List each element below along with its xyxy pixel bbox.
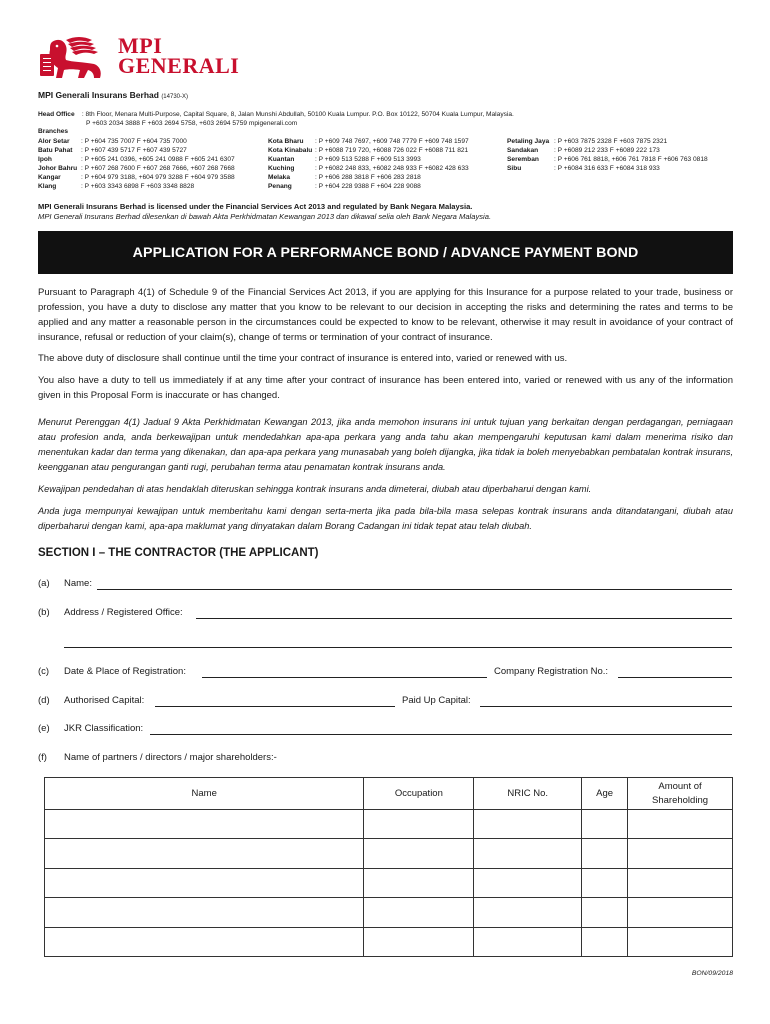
field-label: Name of partners / directors / major shareholders:- [64,752,277,763]
disclosure-paragraph-3: You also have a duty to tell us immediately if at any time after your contract of insurance has been entered into, varied or renewed with us any of the information given in this Proposal Form is inaccurate or has changed. [38,375,733,401]
branch-contact: : P +607 439 5717 F +607 439 5727 [81,147,187,154]
branch-row [38,182,235,191]
field-row-partners [38,752,733,766]
cell-nric[interactable] [474,868,582,897]
disclosure-malay-paragraph-2: Kewajipan pendedahan di atas hendaklah diteruskan sehingga kontrak insurans anda dimeterai, diubah atau diperbaharui dengan kami. [38,484,592,494]
branch-contact: : P +603 3343 6898 F +603 3348 8828 [81,183,195,190]
branch-contact: : P +604 735 7007 F +604 735 7000 [81,138,187,145]
table-row [45,868,733,897]
branch-contact: : P +6088 719 720, +6088 726 022 F +6088 711 821 [315,147,469,154]
cell-occupation[interactable] [364,898,474,927]
form-code: BON/09/2018 [691,970,733,977]
authorised-capital-input-line[interactable] [155,706,395,707]
cell-shareholding[interactable] [628,810,733,839]
branch-name: Petaling Jaya [507,138,550,145]
field-key: (e) [38,723,50,734]
disclosure-malay-paragraph-3: Anda juga mempunyai kewajipan untuk memberitahu kami dengan serta-merta jika pada bila-bila masa selepas kontrak insurans anda ditandatangani, diubah atau diperbaharui dengan kami, apa-apa maklumat yang dinyatakan dalam Borang Cadangan ini tidak tepat atau telah diubah. [38,506,733,531]
branch-name: Kangar [38,174,61,181]
field-label-paid-up: Paid Up Capital: [402,695,471,706]
cell-occupation[interactable] [364,868,474,897]
field-key: (f) [38,752,47,763]
branch-contact: : P +6084 316 633 F +6084 318 933 [554,165,660,172]
cell-name[interactable] [45,839,364,868]
column-header-name: Name [45,778,364,810]
cell-shareholding[interactable] [628,898,733,927]
branch-contact: : P +609 513 5288 F +609 513 3993 [315,156,421,163]
branch-row [38,137,235,146]
branch-contact: : P +607 268 7600 F +607 268 7666, +607 268 7668 [81,165,235,172]
field-label: Authorised Capital: [64,695,145,706]
branch-name: Johor Bahru [38,165,78,172]
shareholders-table [44,777,733,957]
branch-row [507,155,708,164]
branches-column-3 [507,137,708,173]
address-input-line[interactable] [196,618,732,619]
branch-contact: : P +6089 212 233 F +6089 222 173 [554,147,660,154]
branch-name: Batu Pahat [38,147,73,154]
branch-row [507,146,708,155]
branch-name: Sibu [507,165,522,172]
branch-row [268,146,469,155]
branches-column-2 [268,137,469,191]
license-statement [38,202,491,221]
branch-contact: : P +605 241 0396, +605 241 0988 F +605 241 6307 [81,156,235,163]
head-office-address: : 8th Floor, Menara Multi-Purpose, Capital Square, 8, Jalan Munshi Abdullah, 50100 Kuala Lumpur. P.O. Box 10122, 50704 Kuala Lumpur, Malaysia. [81,111,514,118]
column-header-nric: NRIC No. [474,778,582,810]
license-english: MPI Generali Insurans Berhad is licensed under the Financial Services Act 2013 and regulated by Bank Negara Malaysia. [38,202,473,211]
cell-age[interactable] [582,927,628,956]
logo-line-2: GENERALI [118,53,240,78]
head-office-label: Head Office [38,111,75,118]
cell-occupation[interactable] [364,927,474,956]
cell-shareholding[interactable] [628,868,733,897]
cell-age[interactable] [582,839,628,868]
cell-shareholding[interactable] [628,839,733,868]
form-title: APPLICATION FOR A PERFORMANCE BOND / ADVANCE PAYMENT BOND [132,244,639,261]
field-key: (a) [38,578,50,589]
table-row [45,898,733,927]
branch-name: Sandakan [507,147,539,154]
disclosure-paragraph-2: The above duty of disclosure shall continue until the time your contract of insurance is entered into, varied or renewed with us. [38,353,568,364]
cell-shareholding[interactable] [628,927,733,956]
cell-nric[interactable] [474,898,582,927]
cell-name[interactable] [45,868,364,897]
cell-name[interactable] [45,898,364,927]
field-label: JKR Classification: [64,723,144,734]
cell-nric[interactable] [474,927,582,956]
field-key: (b) [38,607,50,618]
logo-line-1: MPI [118,33,163,58]
branch-contact: : P +609 748 7697, +609 748 7779 F +609 748 1597 [315,138,469,145]
branch-name: Alor Setar [38,138,70,145]
table-header-row [45,778,733,810]
logo-wordmark [118,33,240,78]
field-key: (d) [38,695,50,706]
disclosure-malay-paragraph-1: Menurut Perenggan 4(1) Jadual 9 Akta Perkhidmatan Kewangan 2013, jika anda memohon insurans ini untuk tujuan yang berkaitan dengan perdagangan, perniagaan atau profesion anda, anda berkewajipan untuk mendedahkan apa-apa perkara yang anda tahu akan mempengaruhi keputusan kami dalam menerima risiko dan menentukan kadar dan terma yang dikenakan, dan apa-apa perkara yang munasabah yang boleh dijangka, jika tidak ia boleh menyebabkan pembatalan kontrak insurans, keengganan atau pengurangan ganti rugi, perubahan terma atau penamatan kontrak insurans anda. [38,417,733,472]
disclosure-paragraph-1: Pursuant to Paragraph 4(1) of Schedule 9 of the Financial Services Act 2013, if you are applying for this Insurance for a purpose related to your trade, business or profession, you have a duty to disclose any matter that you know to be relevant to our decision in accepting the risks and determining the rates and terms to be applied and any matter a reasonable person in the circumstances could be expected to know to be relevant, otherwise it may result in avoidance of your contract of insurance, refusal or reduction of your claim(s), change of terms or termination of your contract of insurance. [38,287,733,343]
branch-contact: : P +606 288 3818 F +606 283 2818 [315,174,421,181]
field-key: (c) [38,666,50,677]
company-name [38,90,188,100]
branch-row [38,173,235,182]
section-heading: SECTION I – THE CONTRACTOR (THE APPLICANT) [38,547,319,559]
branch-row [38,146,235,155]
company-reg-no: (14730-X) [161,94,188,100]
branch-name: Penang [268,183,292,190]
branch-contact: : P +606 761 8818, +606 761 7818 F +606 763 0818 [554,156,708,163]
column-header-shareholding: Amount of Shareholding [628,778,733,810]
column-header-age: Age [582,778,628,810]
table-row [45,839,733,868]
branch-name: Seremban [507,156,539,163]
branch-contact: : P +6082 248 833, +6082 248 933 F +6082 428 633 [315,165,469,172]
cell-nric[interactable] [474,839,582,868]
company-name-text: MPI Generali Insurans Berhad [38,90,159,100]
table-row [45,927,733,956]
branch-name: Ipoh [38,156,52,163]
branch-contact: : P +604 228 9388 F +604 228 9088 [315,183,421,190]
cell-age[interactable] [582,868,628,897]
winged-lion-icon [38,34,114,80]
column-header-occupation: Occupation [364,778,474,810]
branch-row [268,137,469,146]
branch-row [38,164,235,173]
jkr-classification-input-line[interactable] [150,734,732,735]
branch-name: Kota Bharu [268,138,304,145]
branch-row [507,137,708,146]
branch-row [268,182,469,191]
branch-row [268,164,469,173]
branch-name: Klang [38,183,57,190]
cell-occupation[interactable] [364,810,474,839]
table-row [45,810,733,839]
branch-contact: : P +603 7875 2328 F +603 7875 2321 [554,138,668,145]
head-office-block [38,110,738,128]
branch-row [268,173,469,182]
field-label: Address / Registered Office: [64,607,183,618]
branch-name: Melaka [268,174,290,181]
mpi-generali-logo [38,34,238,80]
branch-name: Kuantan [268,156,295,163]
paid-up-capital-input-line[interactable] [480,706,732,707]
cell-age[interactable] [582,810,628,839]
branch-row [507,164,708,173]
branch-name: Kota Kinabalu [268,147,313,154]
address-input-line-2[interactable] [64,647,732,648]
branches-column-1 [38,137,235,191]
branches-label: Branches [38,128,69,135]
cell-age[interactable] [582,898,628,927]
branch-row [268,155,469,164]
name-input-line[interactable] [97,589,732,590]
registration-date-place-input-line[interactable] [202,677,487,678]
branch-contact: : P +604 979 3188, +604 979 3288 F +604 979 3588 [81,174,235,181]
cell-name[interactable] [45,810,364,839]
form-title-banner [38,231,733,274]
license-malay: MPI Generali Insurans Berhad dilesenkan di bawah Akta Perkhidmatan Kewangan 2013 dan dikawal selia oleh Bank Negara Malaysia. [38,211,492,221]
field-label: Name: [64,578,92,589]
field-label-company-reg: Company Registration No.: [494,666,609,677]
cell-name[interactable] [45,927,364,956]
field-label: Date & Place of Registration: [64,666,186,677]
cell-occupation[interactable] [364,839,474,868]
company-registration-no-input-line[interactable] [618,677,732,678]
branch-row [38,155,235,164]
branch-name: Kuching [268,165,295,172]
cell-nric[interactable] [474,810,582,839]
head-office-contact: P +603 2034 3888 F +603 2694 5758, +603 2694 5759 mpigenerali.com [86,120,298,127]
